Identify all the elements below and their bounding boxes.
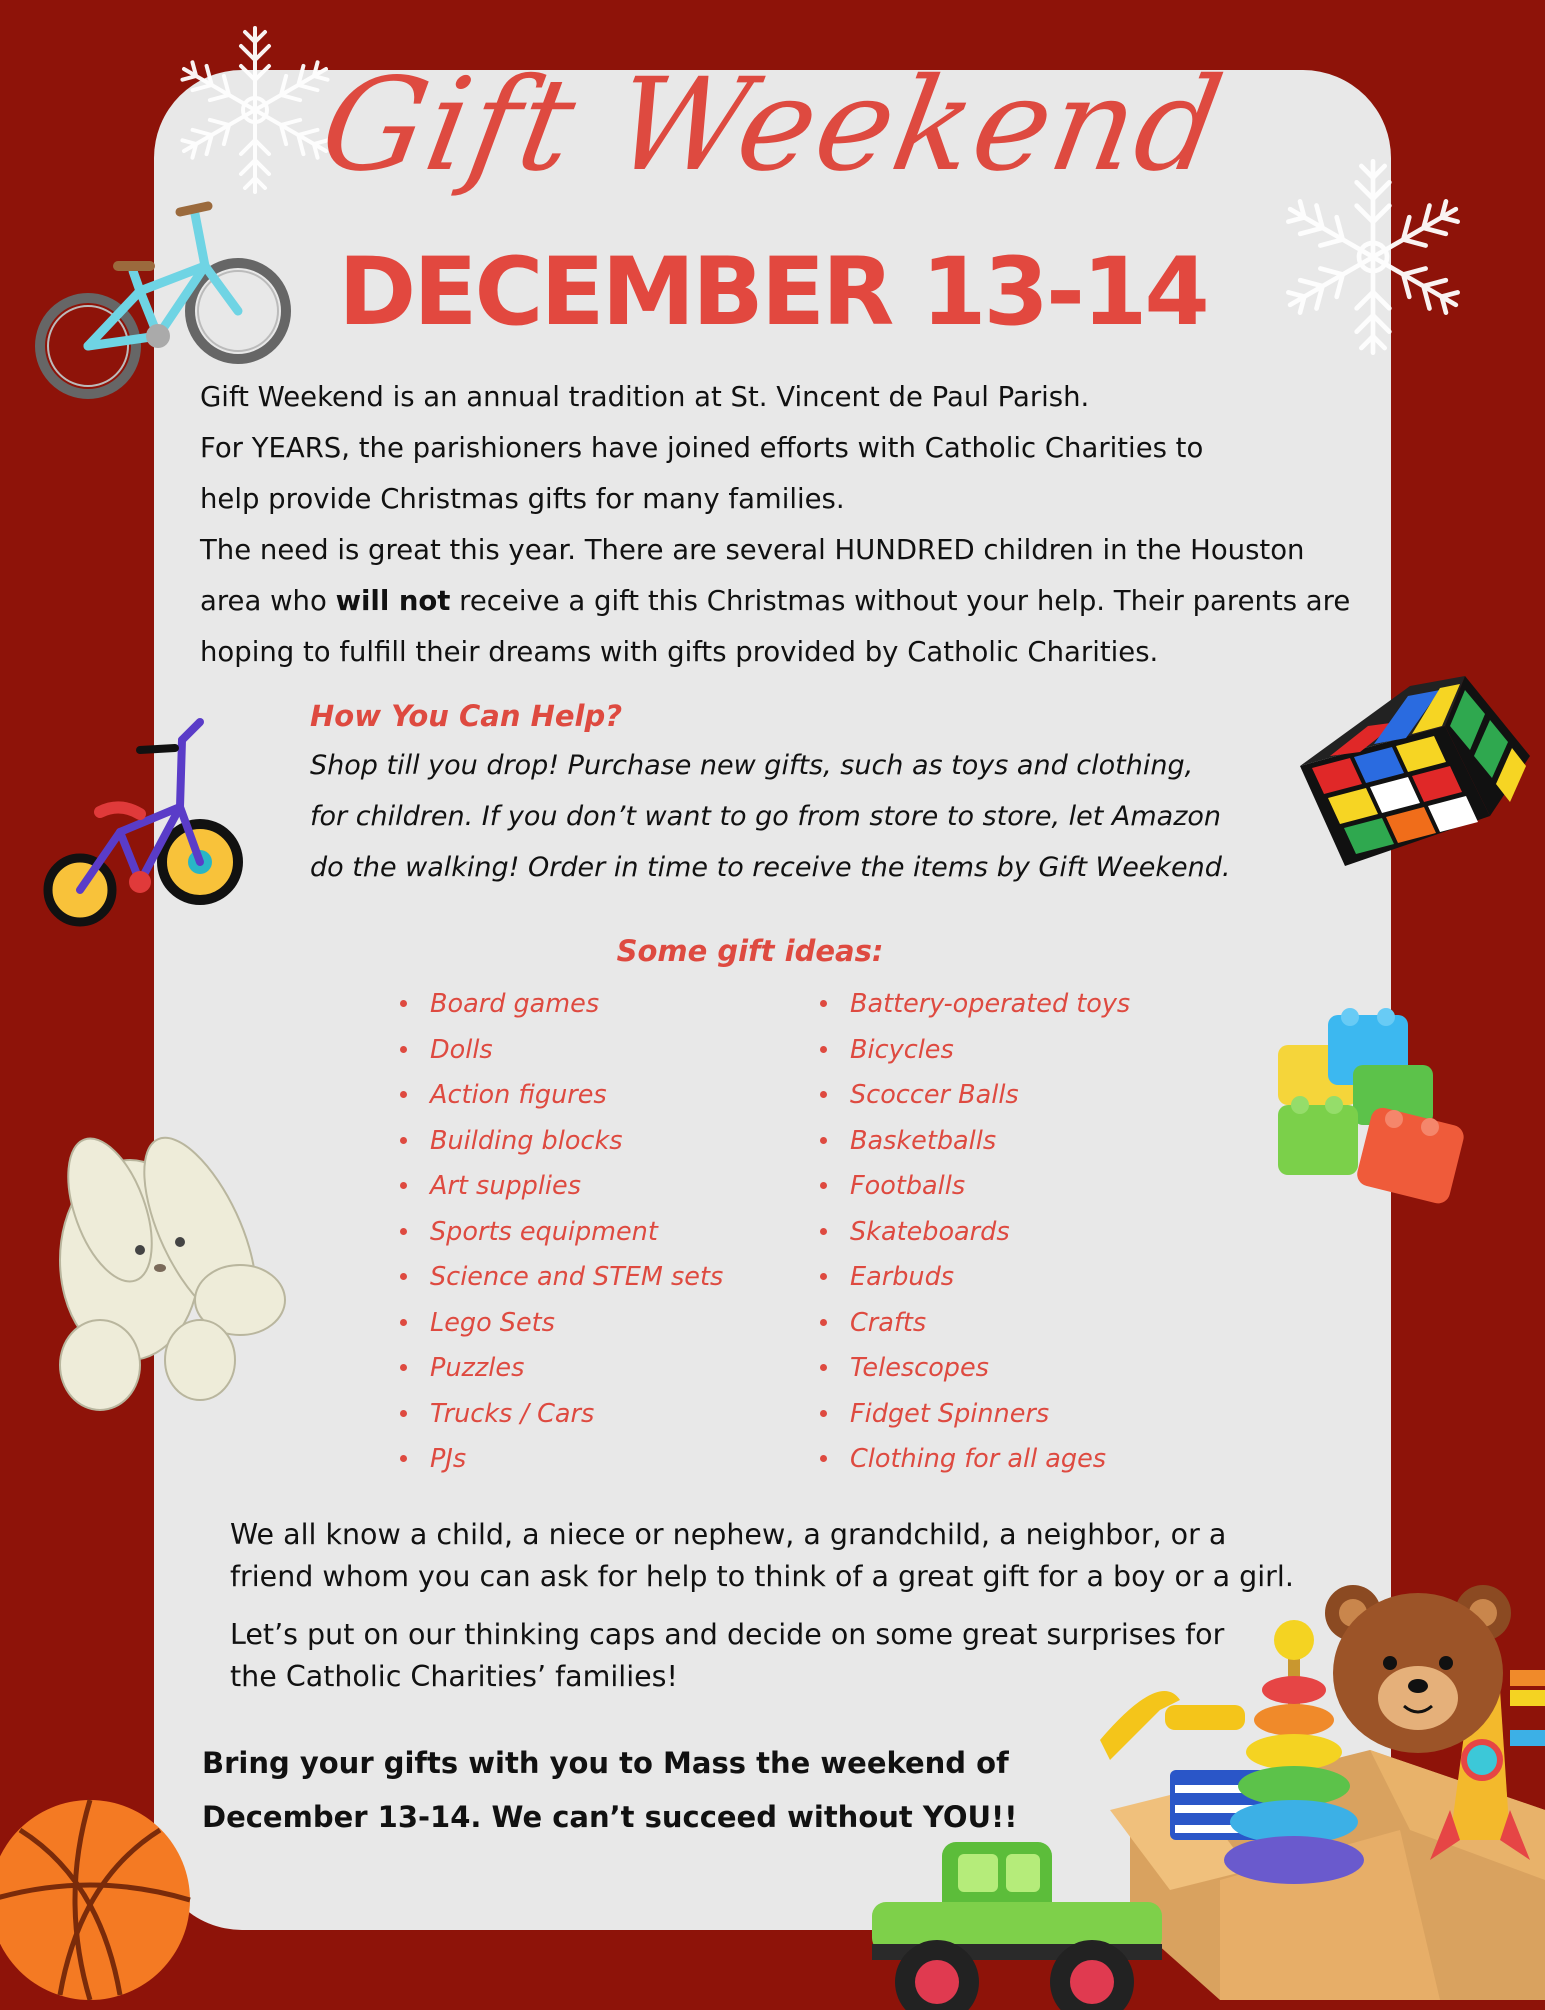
gift-ideas-list-right [820,984,1130,1485]
list-item: Building blocks [400,1121,723,1167]
building-blocks-icon [1268,1005,1478,1205]
list-item: Lego Sets [400,1303,723,1349]
list-item: Skateboards [820,1212,1130,1258]
list-item: Fidget Spinners [820,1394,1130,1440]
help-line: do the walking! Order in time to receive the items by Gift Weekend. [310,852,1231,883]
closing-paragraph [230,1514,1350,1598]
gift-ideas-heading: Some gift ideas: [616,934,884,968]
help-line: Shop till you drop! Purchase new gifts, such as toys and clothing, [310,750,1194,781]
closing-line: We all know a child, a niece or nephew, a grandchild, a neighbor, or a [230,1518,1227,1551]
emphasis-text: will not [335,585,451,617]
help-line: for children. If you don’t want to go from store to store, let Amazon [310,801,1222,832]
intro-text: area who [200,585,336,617]
plush-bunny-icon [40,1120,290,1420]
closing-paragraphs [230,1514,1350,1714]
script-title: Gift Weekend [310,51,1235,200]
intro-line: help provide Christmas gifts for many families. [200,483,845,515]
basketball-icon [0,1790,210,2010]
list-item: Earbuds [820,1257,1130,1303]
rubiks-cube-icon [1290,676,1530,891]
date-heading: DECEMBER 13-14 [338,238,1207,347]
intro-line: Gift Weekend is an annual tradition at St. Vincent de Paul Parish. [200,381,1090,413]
list-item: Science and STEM sets [400,1257,723,1303]
closing-paragraph [230,1614,1350,1698]
intro-line: hoping to fulfill their dreams with gifts provided by Catholic Charities. [200,636,1159,668]
list-item: Sports equipment [400,1212,723,1258]
gift-ideas-list-left [400,984,723,1485]
list-item: Bicycles [820,1030,1130,1076]
intro-line [200,576,1360,627]
list-item: PJs [400,1439,723,1485]
list-item: Puzzles [400,1348,723,1394]
list-item: Battery-operated toys [820,984,1130,1030]
list-item: Trucks / Cars [400,1394,723,1440]
cta-line: December 13-14. We can’t succeed without YOU!! [202,1800,1018,1834]
list-item: Action figures [400,1075,723,1121]
intro-line: For YEARS, the parishioners have joined efforts with Catholic Charities to [200,432,1204,464]
intro-text: receive a gift this Christmas without your help. Their parents are [450,585,1351,617]
list-item: Board games [400,984,723,1030]
list-item: Scoccer Balls [820,1075,1130,1121]
closing-line: friend whom you can ask for help to think of a great gift for a boy or a girl. [230,1560,1294,1593]
intro-paragraph [200,372,1360,678]
intro-line: The need is great this year. There are several HUNDRED children in the Houston [200,534,1305,566]
closing-line: Let’s put on our thinking caps and decide on some great surprises for [230,1618,1225,1651]
toy-truck-icon [862,1832,1182,2002]
list-item: Basketballs [820,1121,1130,1167]
cta-line: Bring your gifts with you to Mass the weekend of [202,1746,1009,1780]
list-item: Clothing for all ages [820,1439,1130,1485]
list-item: Crafts [820,1303,1130,1349]
list-item: Art supplies [400,1166,723,1212]
how-to-help-section [310,692,1270,893]
list-item: Footballs [820,1166,1130,1212]
call-to-action [202,1736,1102,1844]
kids-bike-icon [40,712,250,942]
list-item: Telescopes [820,1348,1130,1394]
closing-line: the Catholic Charities’ families! [230,1660,678,1693]
list-item: Dolls [400,1030,723,1076]
help-heading: How You Can Help? [310,699,623,733]
